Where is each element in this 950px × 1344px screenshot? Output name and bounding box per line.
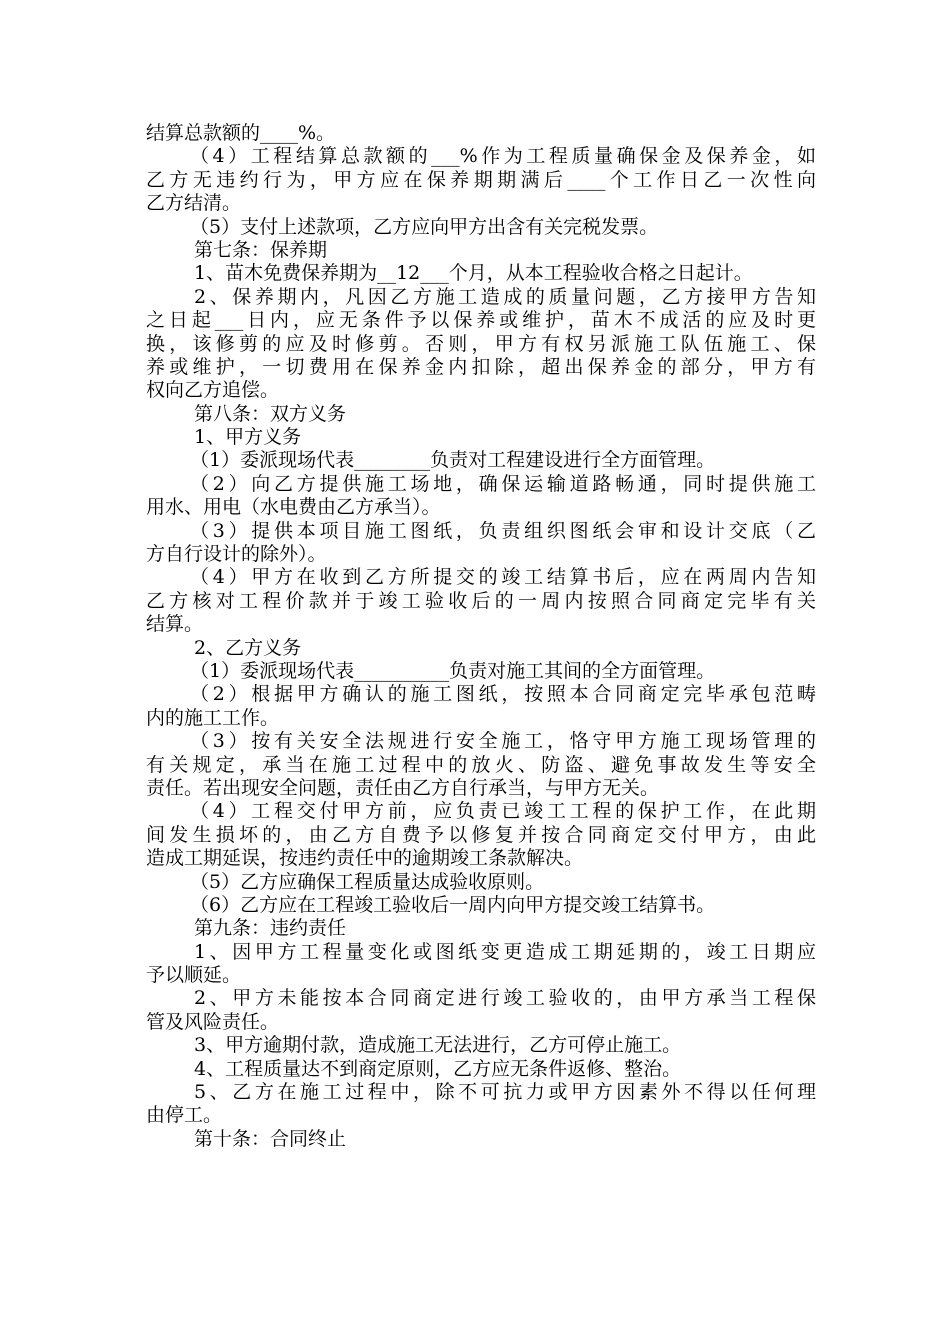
text-line: 有关规定，承当在施工过程中的放火、防盗、避免事故发生等安全: [146, 753, 816, 776]
text-line: 养或维护，一切费用在保养金内扣除，超出保养金的部分，甲方有: [146, 355, 816, 378]
section-heading: 第八条：双方义务: [194, 402, 347, 425]
section-heading: 第九条：违约责任: [194, 917, 347, 940]
text-line: 结算总款额的____%。: [146, 122, 336, 144]
text-line: 用水、用电（水电费由乙方承当）。: [146, 496, 441, 519]
text-line: 造成工期延误，按违约责任中的逾期竣工条款解决。: [146, 847, 584, 870]
text-line: 5、乙方在施工过程中，除不可抗力或甲方因素外不得以任何理: [194, 1081, 816, 1104]
text-line: 之日起___日内，应无条件予以保养或维护，苗木不成活的应及时更: [146, 309, 816, 332]
text-line: （1）委派现场代表________负责对工程建设进行全方面管理。: [190, 449, 716, 472]
text-line: 2、甲方未能按本合同商定进行竣工验收的，由甲方承当工程保: [194, 987, 816, 1010]
text-line: 3、甲方逾期付款，造成施工无法进行，乙方可停止施工。: [194, 1034, 682, 1057]
text-line: （4）工程交付甲方前，应负责已竣工工程的保护工作，在此期: [190, 800, 816, 823]
subsection-heading: 1、甲方义务: [194, 426, 302, 449]
text-line: （3）提供本项目施工图纸，负责组织图纸会审和设计交底（乙: [190, 519, 816, 542]
text-line: 由停工。: [146, 1104, 223, 1127]
text-line: （3）按有关安全法规进行安全施工，恪守甲方施工现场管理的: [190, 730, 816, 753]
text-line: 予以顺延。: [146, 964, 242, 987]
subsection-heading: 2、乙方义务: [194, 636, 302, 659]
text-line: 乙方无违约行为，甲方应在保养期期满后____个工作日乙一次性向: [146, 168, 816, 191]
text-line: 管及风险责任。: [146, 1010, 280, 1033]
text-line: （1）委派现场代表__________负责对施工其间的全方面管理。: [190, 659, 716, 682]
text-line: 权向乙方追偿。: [146, 379, 280, 402]
text-line: 结算。: [146, 613, 204, 636]
text-line: （5）乙方应确保工程质量达成验收原则。: [190, 870, 545, 893]
text-line: 1、苗木免费保养期为__12___个月，从本工程验收合格之日起计。: [194, 262, 753, 285]
text-line: （2）向乙方提供施工场地，确保运输道路畅通，同时提供施工: [190, 472, 816, 495]
text-line: 换，该修剪的应及时修剪。否则，甲方有权另派施工队伍施工、保: [146, 332, 816, 355]
document-page: [146, 122, 816, 1151]
text-line: （4）工程结算总款额的___%作为工程质量确保金及保养金，如: [190, 145, 816, 168]
text-line: 内的施工工作。: [146, 706, 280, 729]
text-line: （2）根据甲方确认的施工图纸，按照本合同商定完毕承包范畴: [190, 683, 816, 706]
text-line: 方自行设计的除外）。: [146, 543, 327, 566]
section-heading: 第七条：保养期: [194, 238, 328, 261]
text-line: 责任。若出现安全问题，责任由乙方自行承当，与甲方无关。: [146, 776, 660, 799]
text-line: 乙方核对工程价款并于竣工验收后的一周内按照合同商定完毕有关: [146, 589, 816, 612]
text-line: （4）甲方在收到乙方所提交的竣工结算书后，应在两周内告知: [190, 566, 816, 589]
text-line: 2、保养期内，凡因乙方施工造成的质量问题，乙方接甲方告知: [194, 285, 816, 308]
text-line: 4、工程质量达不到商定原则，乙方应无条件返修、整治。: [194, 1057, 682, 1080]
text-line: （6）乙方应在工程竣工验收后一周内向甲方提交竣工结算书。: [190, 893, 716, 916]
section-heading: 第十条：合同终止: [194, 1127, 347, 1150]
text-line: 1、因甲方工程量变化或图纸变更造成工期延期的，竣工日期应: [194, 940, 816, 963]
text-line: 间发生损坏的，由乙方自费予以修复并按合同商定交付甲方，由此: [146, 823, 816, 846]
text-line: 乙方结清。: [146, 192, 242, 215]
text-line: （5）支付上述款项，乙方应向甲方出含有关完税发票。: [190, 215, 659, 238]
